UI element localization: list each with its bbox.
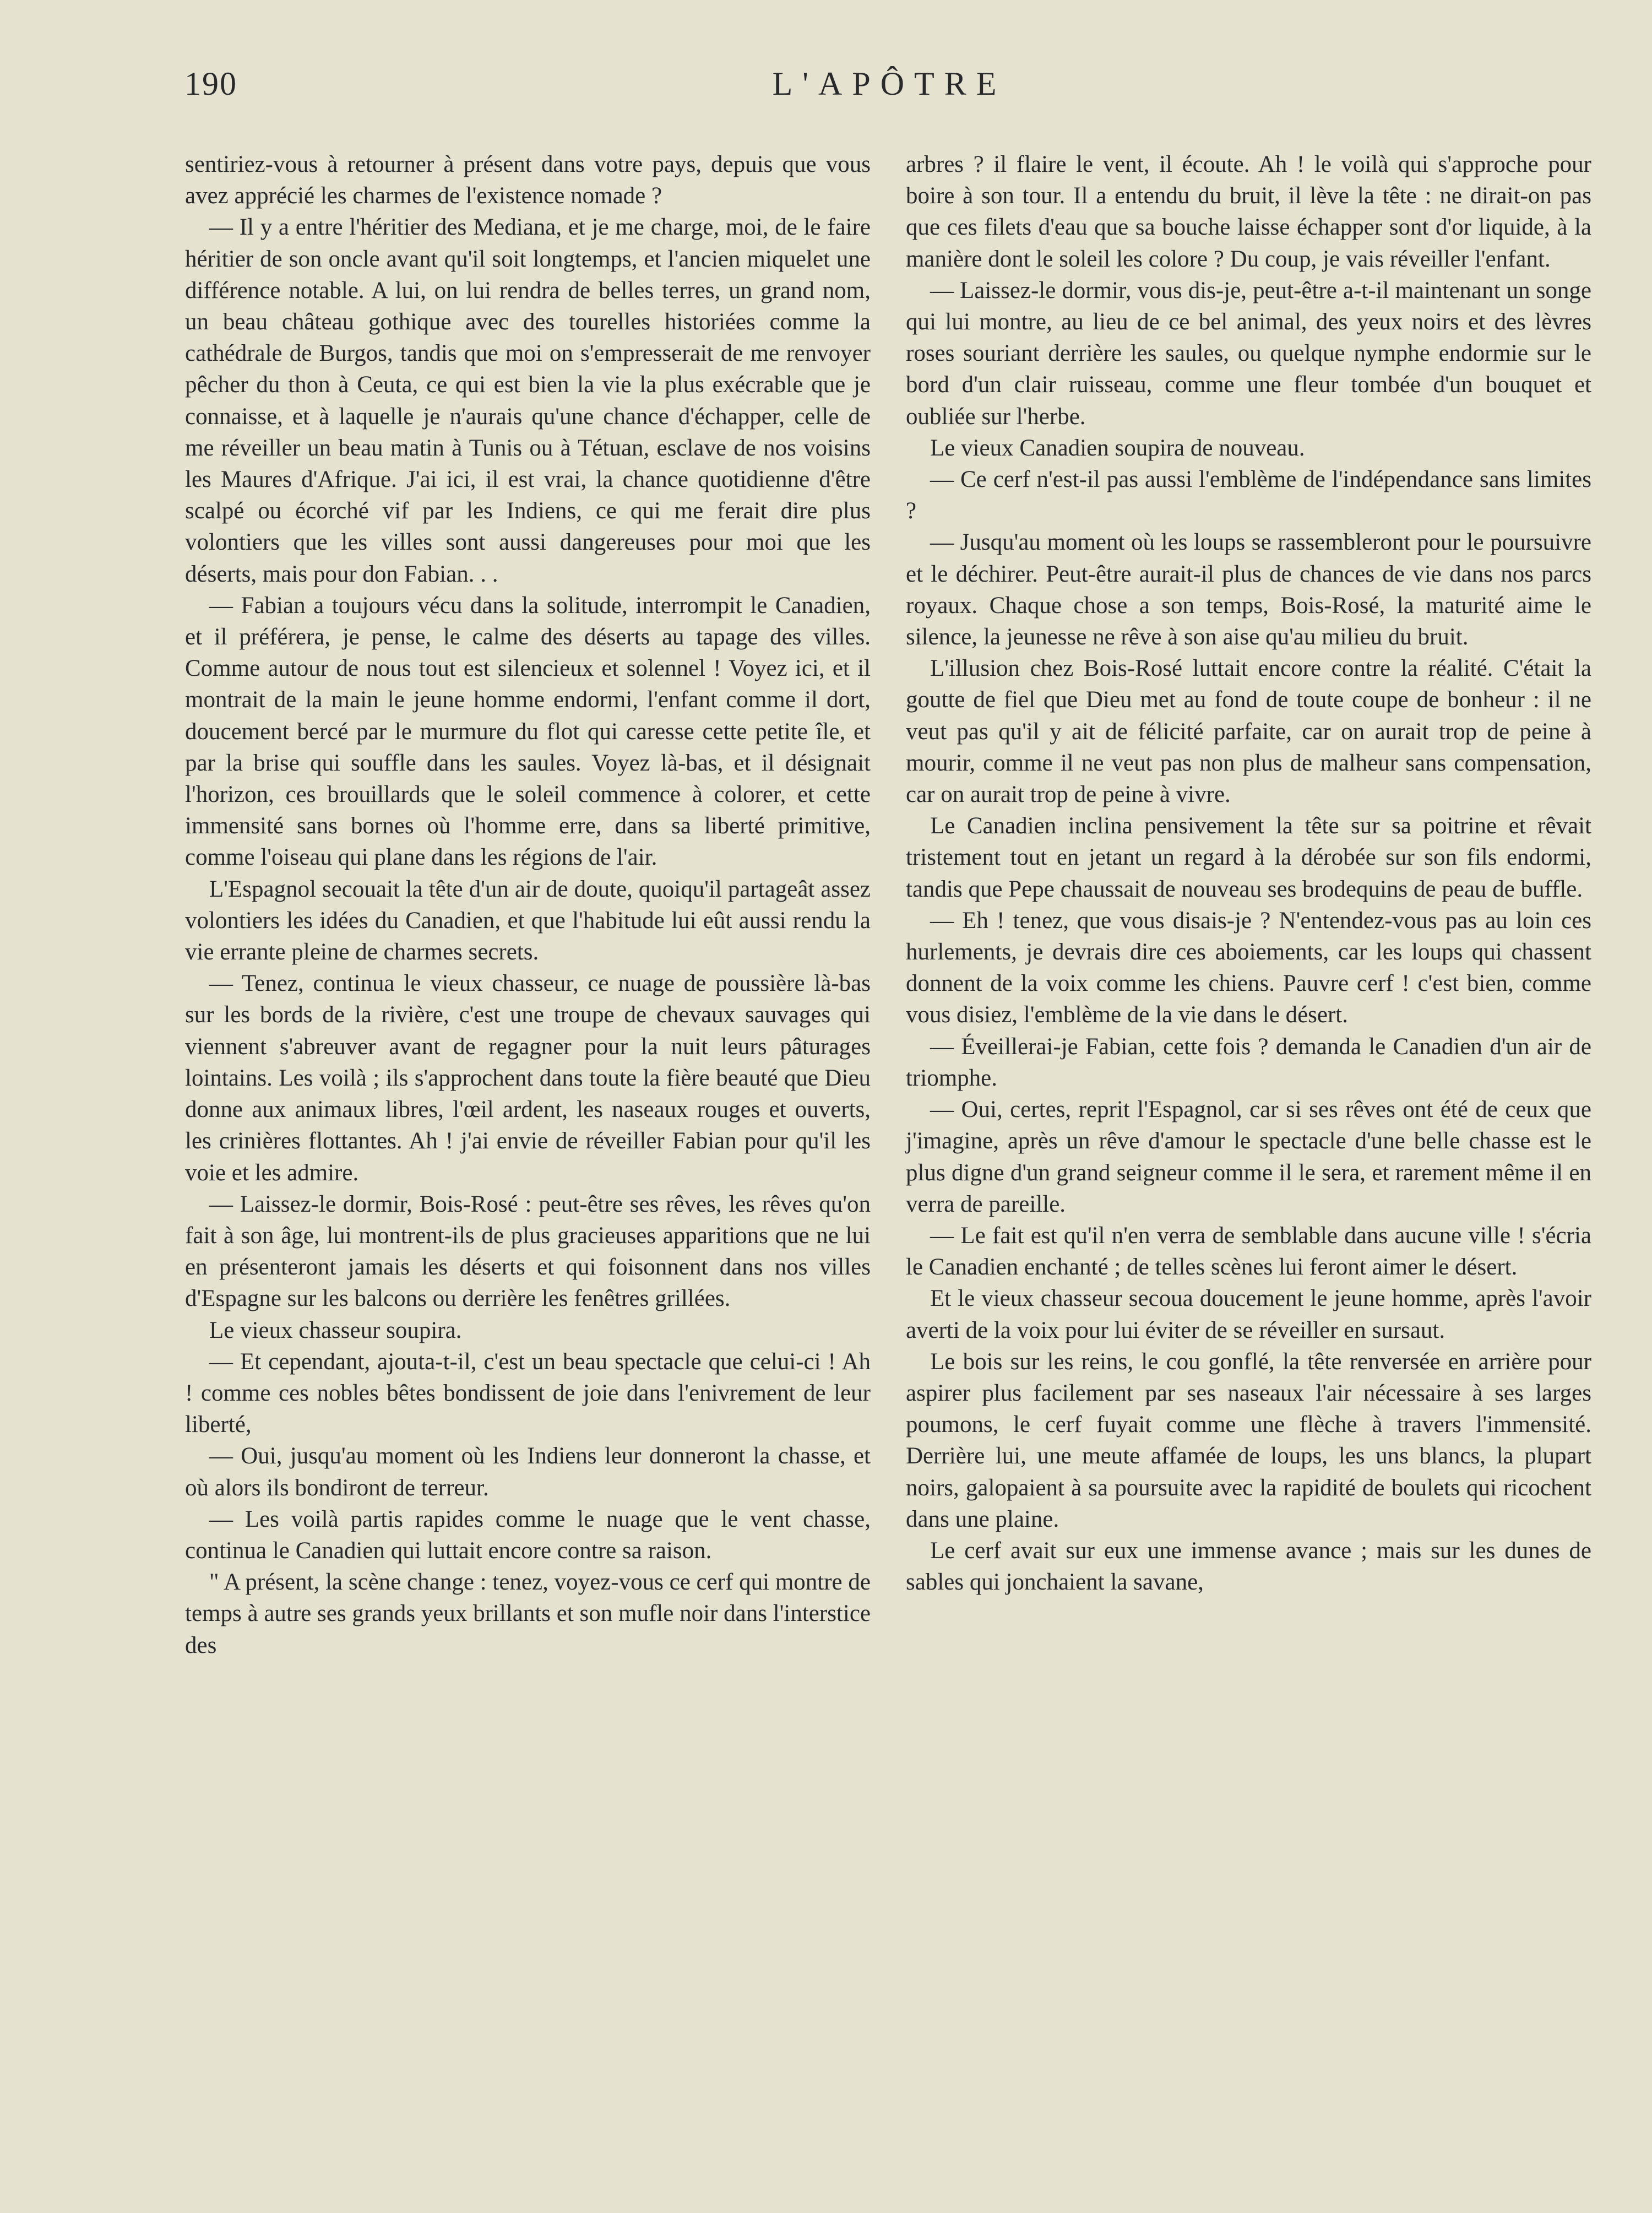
paragraph: sentiriez-vous à retourner à présent dans votre pays, depuis que vous avez apprécié les charmes de l'existence nomade ? bbox=[185, 151, 871, 209]
paragraph: — Jusqu'au moment où les loups se rassembleront pour le poursuivre et le déchirer. Peut-être aurait-il plus de chances de vie dans nos parcs royaux. Chaque chose a son temps, Bois-Rosé, la maturité aime le silence, la jeunesse ne rêve à son aise qu'au milieu du bruit. bbox=[906, 529, 1591, 650]
paragraph: arbres ? il flaire le vent, il écoute. Ah ! le voilà qui s'approche pour boire à son tour. Il a entendu du bruit, il lève la tête : ne dirait-on pas que ces filets d'eau que sa bouche laisse échapper sont d'or liquide, à la manière dont le soleil les colore ? Du coup, je vais réveiller l'enfant. bbox=[906, 151, 1591, 272]
paragraph: — Éveillerai-je Fabian, cette fois ? demanda le Canadien d'un air de triomphe. bbox=[906, 1033, 1591, 1091]
paragraph: Et le vieux chasseur secoua doucement le jeune homme, après l'avoir averti de la voix pour lui éviter de se réveiller en sursaut. bbox=[906, 1286, 1591, 1343]
paragraph: " A présent, la scène change : tenez, voyez-vous ce cerf qui montre de temps à autre ses grands yeux brillants et son mufle noir dans l'interstice des bbox=[185, 1569, 871, 1658]
paragraph: Le Canadien inclina pensivement la tête sur sa poitrine et rêvait tristement tout en jetant un regard à la dérobée sur son fils endormi, tandis que Pepe chaussait de nouveau ses brodequins de peau de buffle. bbox=[906, 813, 1591, 902]
paragraph: — Laissez-le dormir, Bois-Rosé : peut-être ses rêves, les rêves qu'on fait à son âge, lui montrent-ils de plus gracieuses apparitions que ne lui en présenteront jamais les déserts et qui foisonnent dans nos villes d'Espagne sur les balcons ou derrière les fenêtres grillées. bbox=[185, 1191, 871, 1312]
page-number: 190 bbox=[184, 66, 237, 102]
paragraph: L'Espagnol secouait la tête d'un air de doute, quoiqu'il partageât assez volontiers les idées du Canadien, et que l'habitude lui eût aussi rendu la vie errante pleine de charmes secrets. bbox=[185, 876, 871, 966]
running-title: L'APÔTRE bbox=[772, 66, 1007, 102]
paragraph: — Il y a entre l'héritier des Mediana, et je me charge, moi, de le faire héritier de son oncle avant qu'il soit longtemps, et l'ancien miquelet une différence notable. A lui, on lui rendra de belles terres, un grand nom, un beau château gothique avec des tourelles historiées comme la cathédrale de Burgos, tandis que moi on s'empresserait de me renvoyer pêcher du thon à Ceuta, ce qui est bien la vie la plus exécrable que je connaisse, et à laquelle je n'aurais qu'une chance d'échapper, celle de me réveiller un beau matin à Tunis ou à Tétuan, esclave de nos voisins les Maures d'Afrique. J'ai ici, il est vrai, la chance quotidienne d'être scalpé ou écorché vif par les Indiens, ce qui me ferait dire plus volontiers que les villes sont aussi dangereuses pour moi que les déserts, mais pour don Fabian. . . bbox=[185, 214, 871, 587]
paragraph: L'illusion chez Bois-Rosé luttait encore contre la réalité. C'était la goutte de fiel que Dieu met au fond de toute coupe de bonheur : il ne veut pas qu'il y ait de félicité parfaite, car on aurait trop de peine à mourir, comme il ne veut pas non plus de malheur sans compensation, car on aurait trop de peine à vivre. bbox=[906, 655, 1591, 808]
paragraph: — Fabian a toujours vécu dans la solitude, interrompit le Canadien, et il préférera, je pense, le calme des déserts au tapage des villes. Comme autour de nous tout est silencieux et solennel ! Voyez ici, et il montrait de la main le jeune homme endormi, l'enfant comme il dort, doucement bercé par le murmure du flot qui caresse cette petite île, et par la brise qui souffle dans les saules. Voyez là-bas, et il désignait l'horizon, ces brouillards que le soleil commence à colorer, et cette immensité sans bornes où l'homme erre, dans sa liberté primitive, comme l'oiseau qui plane dans les régions de l'air. bbox=[185, 592, 871, 871]
paragraph: — Oui, jusqu'au moment où les Indiens leur donneront la chasse, et où alors ils bondiront de terreur. bbox=[185, 1443, 871, 1501]
page-header bbox=[184, 65, 1594, 115]
paragraph: — Tenez, continua le vieux chasseur, ce nuage de poussière là-bas sur les bords de la rivière, c'est une troupe de chevaux sauvages qui viennent s'abreuver avant de regagner pour la nuit leurs pâturages lointains. Les voilà ; ils s'approchent dans toute la fière beauté que Dieu donne aux animaux libres, l'œil ardent, les naseaux rouges et ouverts, les crinières flottantes. Ah ! j'ai envie de réveiller Fabian pour qu'il les voie et les admire. bbox=[185, 970, 871, 1186]
paragraph: — Ce cerf n'est-il pas aussi l'emblème de l'indépendance sans limites ? bbox=[906, 467, 1591, 524]
left-column bbox=[185, 149, 871, 1661]
paragraph: Le cerf avait sur eux une immense avance ; mais sur les dunes de sables qui jonchaient la savane, bbox=[906, 1537, 1591, 1596]
paragraph: — Oui, certes, reprit l'Espagnol, car si ses rêves ont été de ceux que j'imagine, après un rêve d'amour le spectacle d'une belle chasse est le plus digne d'un grand seigneur comme il le sera, et rarement même il en verra de pareille. bbox=[906, 1097, 1591, 1217]
paragraph: — Le fait est qu'il n'en verra de semblable dans aucune ville ! s'écria le Canadien enchanté ; de telles scènes lui feront aimer le désert. bbox=[906, 1222, 1591, 1281]
paragraph: — Eh ! tenez, que vous disais-je ? N'entendez-vous pas au loin ces hurlements, je devrais dire ces aboiements, car les loups qui chassent donnent de la voix comme les chiens. Pauvre cerf ! c'est bien, comme vous disiez, l'emblème de la vie dans le désert. bbox=[906, 907, 1591, 1028]
paragraph: Le vieux Canadien soupira de nouveau. bbox=[930, 435, 1305, 461]
paragraph: — Laissez-le dormir, vous dis-je, peut-être a-t-il maintenant un songe qui lui montre, au lieu de ce bel animal, des yeux noirs et des lèvres roses souriant derrière les saules, ou quelque nymphe endormie sur le bord d'un clair ruisseau, comme une fleur tombée d'un bouquet et oubliée sur l'herbe. bbox=[906, 277, 1591, 430]
paragraph: Le vieux chasseur soupira. bbox=[209, 1317, 462, 1343]
paragraph: — Les voilà partis rapides comme le nuage que le vent chasse, continua le Canadien qui luttait encore contre sa raison. bbox=[185, 1506, 871, 1564]
paragraph: Le bois sur les reins, le cou gonflé, la tête renversée en arrière pour aspirer plus facilement par ses naseaux l'air nécessaire à ses larges poumons, le cerf fuyait comme une flèche à travers l'immensité. Derrière lui, une meute affamée de loups, les uns blancs, la plupart noirs, galopaient à sa poursuite avec la rapidité de boulets qui ricochent dans une plaine. bbox=[906, 1348, 1591, 1532]
right-column bbox=[906, 149, 1591, 1598]
paragraph: — Et cependant, ajouta-t-il, c'est un beau spectacle que celui-ci ! Ah ! comme ces nobles bêtes bondissent de joie dans l'enivrement de leur liberté, bbox=[185, 1348, 871, 1438]
